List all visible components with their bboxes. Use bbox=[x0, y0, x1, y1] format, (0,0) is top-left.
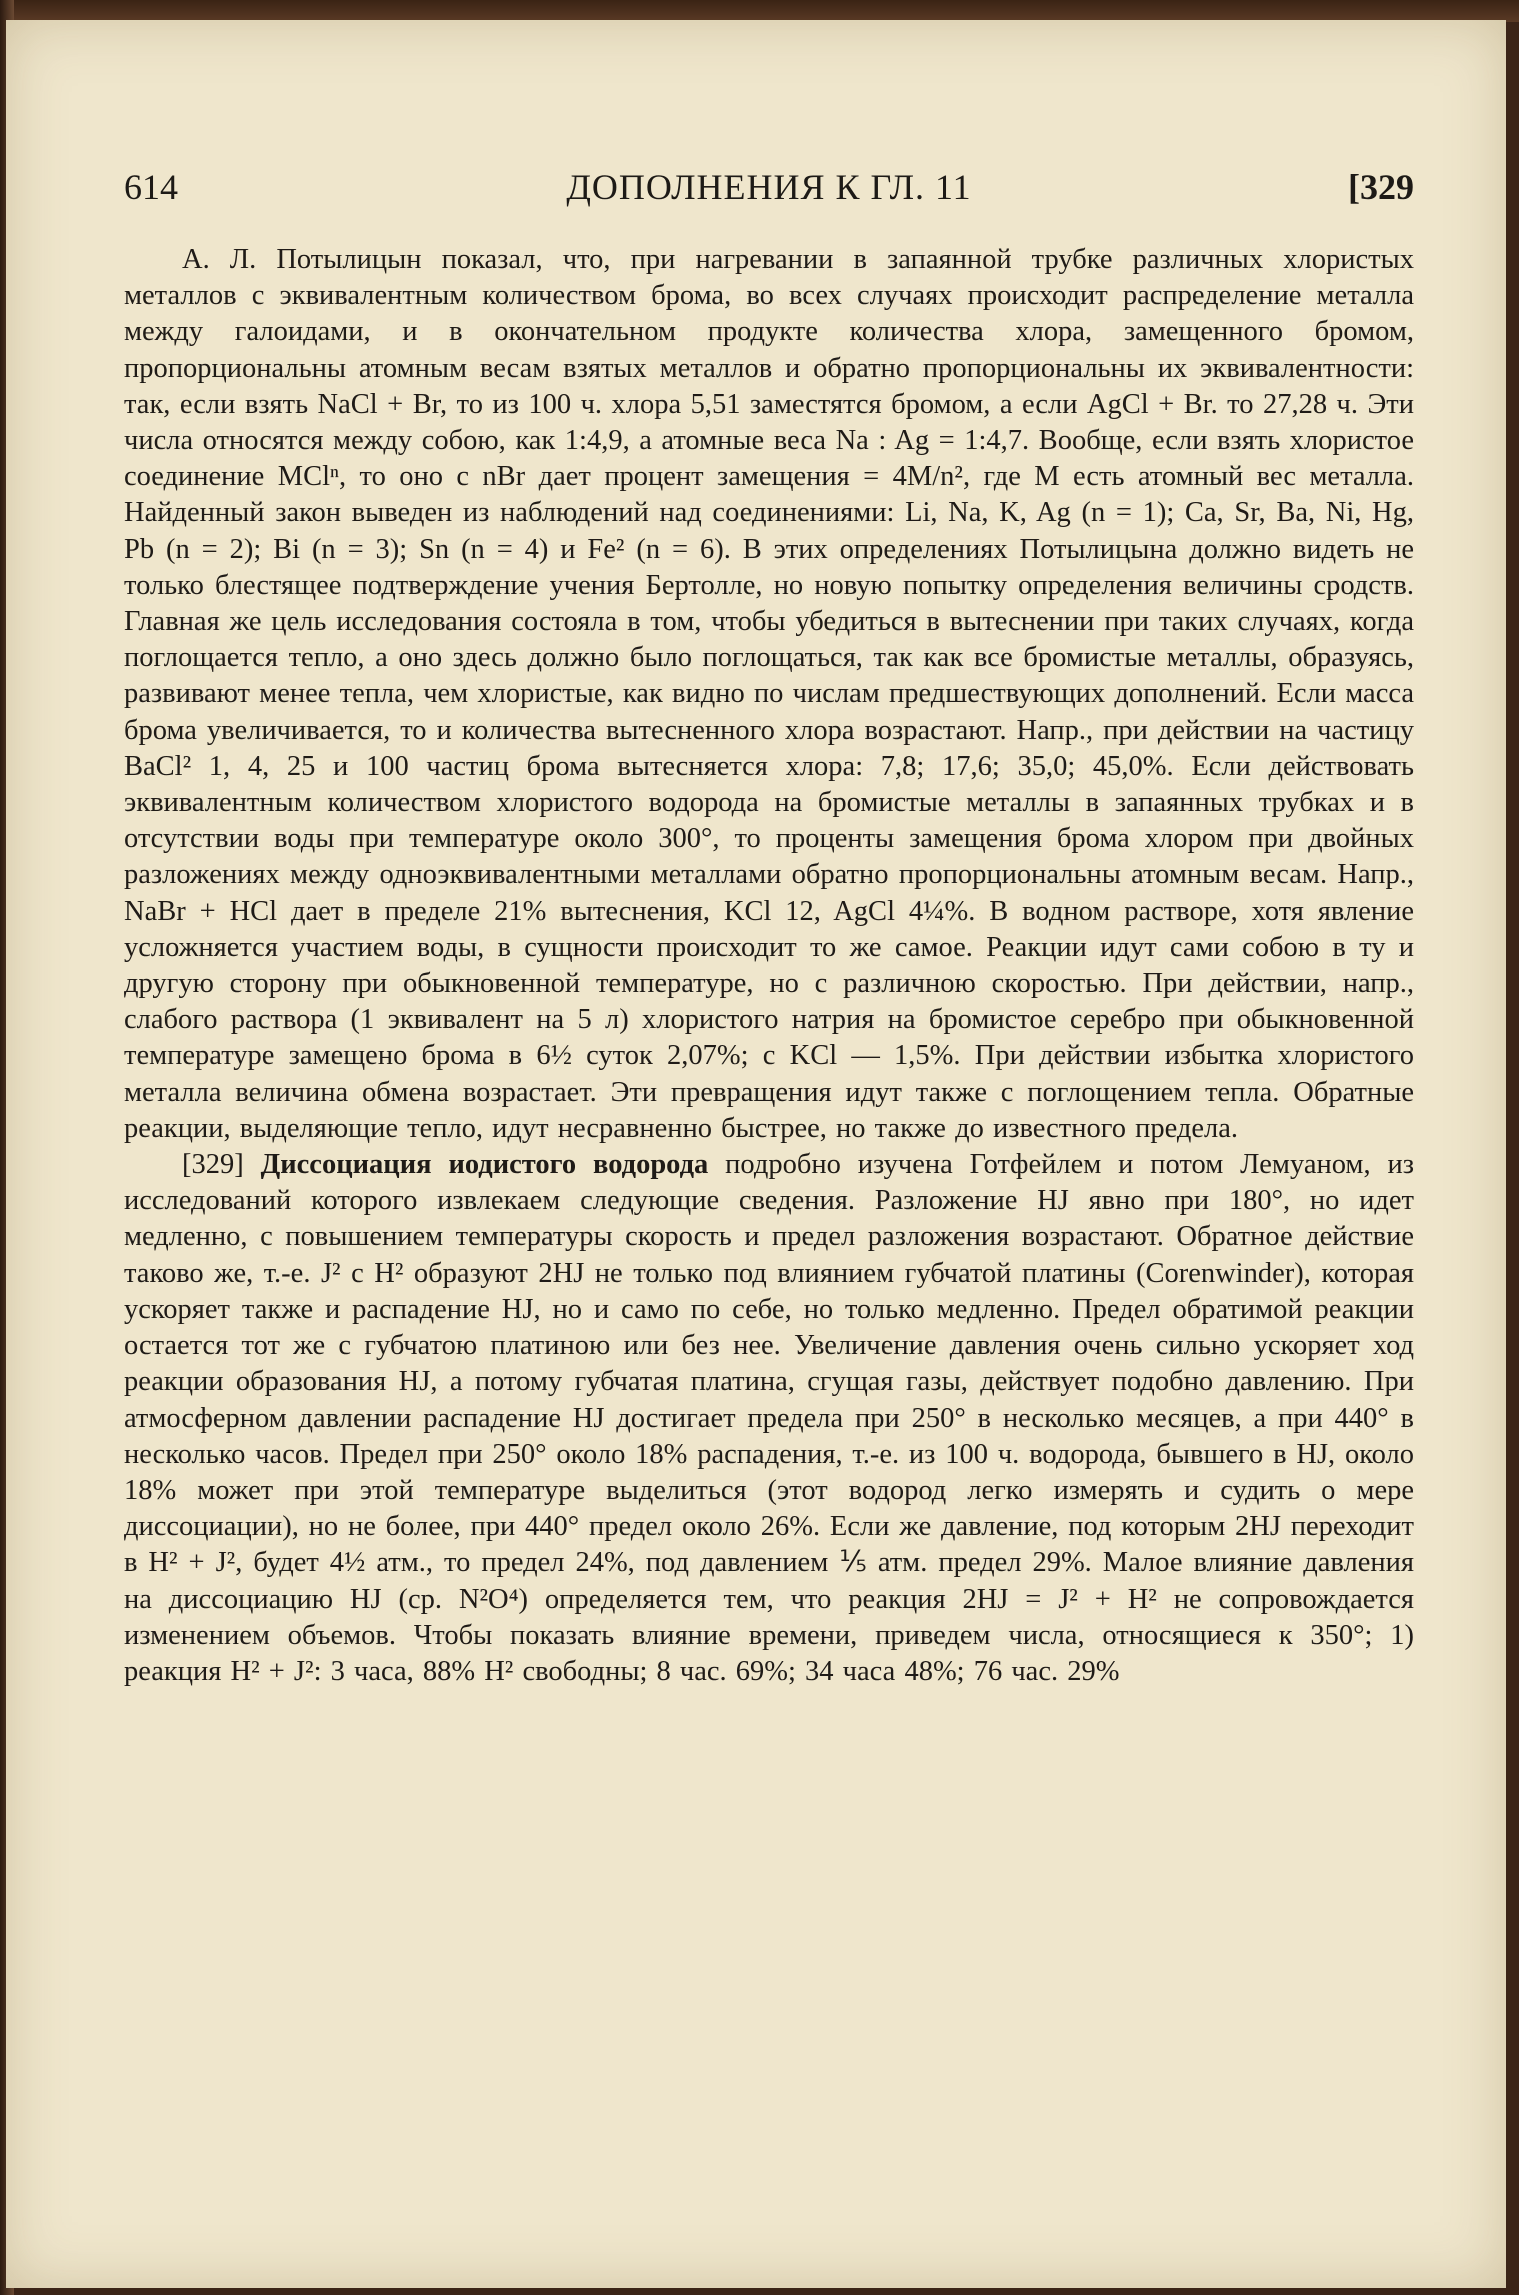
page-header bbox=[124, 166, 1414, 210]
book-top-edge bbox=[0, 0, 1519, 22]
paragraph-text: А. Л. Потылицын показал, что, при нагревании в запаянной трубке различных хлористых металлов с эквивалентным количеством брома, во всех случаях происходит распределение металла между галоидами, и в окончательном продукте количества хлора, замещенного бромом, пропорциональны атомным весам взятых металлов и обратно пропорциональны их эквивалентности: так, если взять NaCl + Br, то из 100 ч. хлора 5,51 заместятся бромом, а если AgCl + Br. то 27,28 ч. Эти числа относятся между собою, как 1:4,9, а атомные веса Na : Ag = 1:4,7. Вообще, если взять хлористое соединение MClⁿ, то оно с nBr дает процент замещения = 4M/n², где M есть атомный вес металла. Найденный закон выведен из наблюдений над соединениями: Li, Na, K, Ag (n = 1); Ca, Sr, Ba, Ni, Hg, Pb (n = 2); Bi (n = 3); Sn (n = 4) и Fe² (n = 6). В этих определениях Потылицына должно видеть не только блестящее подтверждение учения Бертолле, но новую попытку определения величины сродств. Главная же цель исследования состояла в том, чтобы убедиться в вытеснении при таких случаях, когда поглощается тепло, а оно здесь должно было поглощаться, так как все бромистые металлы, образуясь, развивают менее тепла, чем хлористые, как видно по числам предшествующих дополнений. Если масса брома увеличивается, то и количества вытесненного хлора возрастают. Напр., при действии на частицу BaCl² 1, 4, 25 и 100 частиц брома вытесняется хлора: 7,8; 17,6; 35,0; 45,0%. Если действовать эквивалентным количеством хлористого водорода на бромистые металлы в запаянных трубках и в отсутствии воды при температуре около 300°, то проценты замещения брома хлором при двойных разложениях между одноэквивалентными металлами обратно пропорциональны атомным весам. Напр., NaBr + HCl дает в пределе 21% вытеснения, KCl 12, AgCl 4¼%. В водном растворе, хотя явление усложняется участием воды, в сущности происходит то же самое. Реакции идут сами собою в ту и другую сторону при обыкновенной температуре, но с различною скоростью. При действии, напр., слабого раствора (1 эквивалент на 5 л) хлористого натрия на бромистое серебро при обыкновенной температуре замещено брома в 6½ суток 2,07%; с KCl — 1,5%. При действии избытка хлористого металла величина обмена возрастает. Эти превращения идут также с поглощением тепла. Обратные реакции, выделяющие тепло, идут несравненно быстрее, но также до известного предела. bbox=[124, 244, 1414, 1144]
body-text bbox=[124, 242, 1414, 1690]
paragraph-potylitsyn bbox=[124, 242, 1414, 1147]
paragraph-text: подробно изучена Готфейлем и потом Лемуаном, из исследований которого извлекаем следующие сведения. Разложение HJ явно при 180°, но идет медленно, с повышением температуры скорость и предел разложения возрастают. Обратное действие таково же, т.-е. J² с H² образуют 2HJ не только под влиянием губчатой платины (Corenwinder), которая ускоряет также и распадение HJ, но и само по себе, но только медленно. Предел обратимой реакции остается тот же с губчатою платиною или без нее. Увеличение давления очень сильно ускоряет ход реакции образования HJ, а потому губчатая платина, сгущая газы, действует подобно давлению. При атмосферном давлении распадение HJ достигает предела при 250° в несколько месяцев, а при 440° в несколько часов. Предел при 250° около 18% распадения, т.-е. из 100 ч. водорода, бывшего в HJ, около 18% может при этой температуре выделиться (этот водород легко измерять и судить о мере диссоциации), но не более, при 440° предел около 26%. Если же давление, под которым 2HJ переходит в H² + J², будет 4½ атм., то предел 24%, под давлением ⅕ атм. предел 29%. Малое влияние давления на диссоциацию HJ (ср. N²O⁴) определяется тем, что реакция 2HJ = J² + H² не сопровождается изменением объемов. Чтобы показать влияние времени, приведем числа, относящиеся к 350°; 1) реакция H² + J²: 3 часа, 88% H² свободны; 8 час. 69%; 34 часа 48%; 76 час. 29% bbox=[124, 1149, 1414, 1687]
section-term: Диссоциация иодистого водорода bbox=[260, 1149, 709, 1181]
page-number: 614 bbox=[124, 167, 178, 207]
paragraph-hj-dissociation bbox=[124, 1147, 1414, 1690]
running-title: ДОПОЛНЕНИЯ К ГЛ. 11 bbox=[566, 167, 972, 207]
book-page bbox=[6, 20, 1506, 2288]
section-number: [329] bbox=[182, 1149, 244, 1181]
section-reference: [329 bbox=[1348, 167, 1414, 207]
